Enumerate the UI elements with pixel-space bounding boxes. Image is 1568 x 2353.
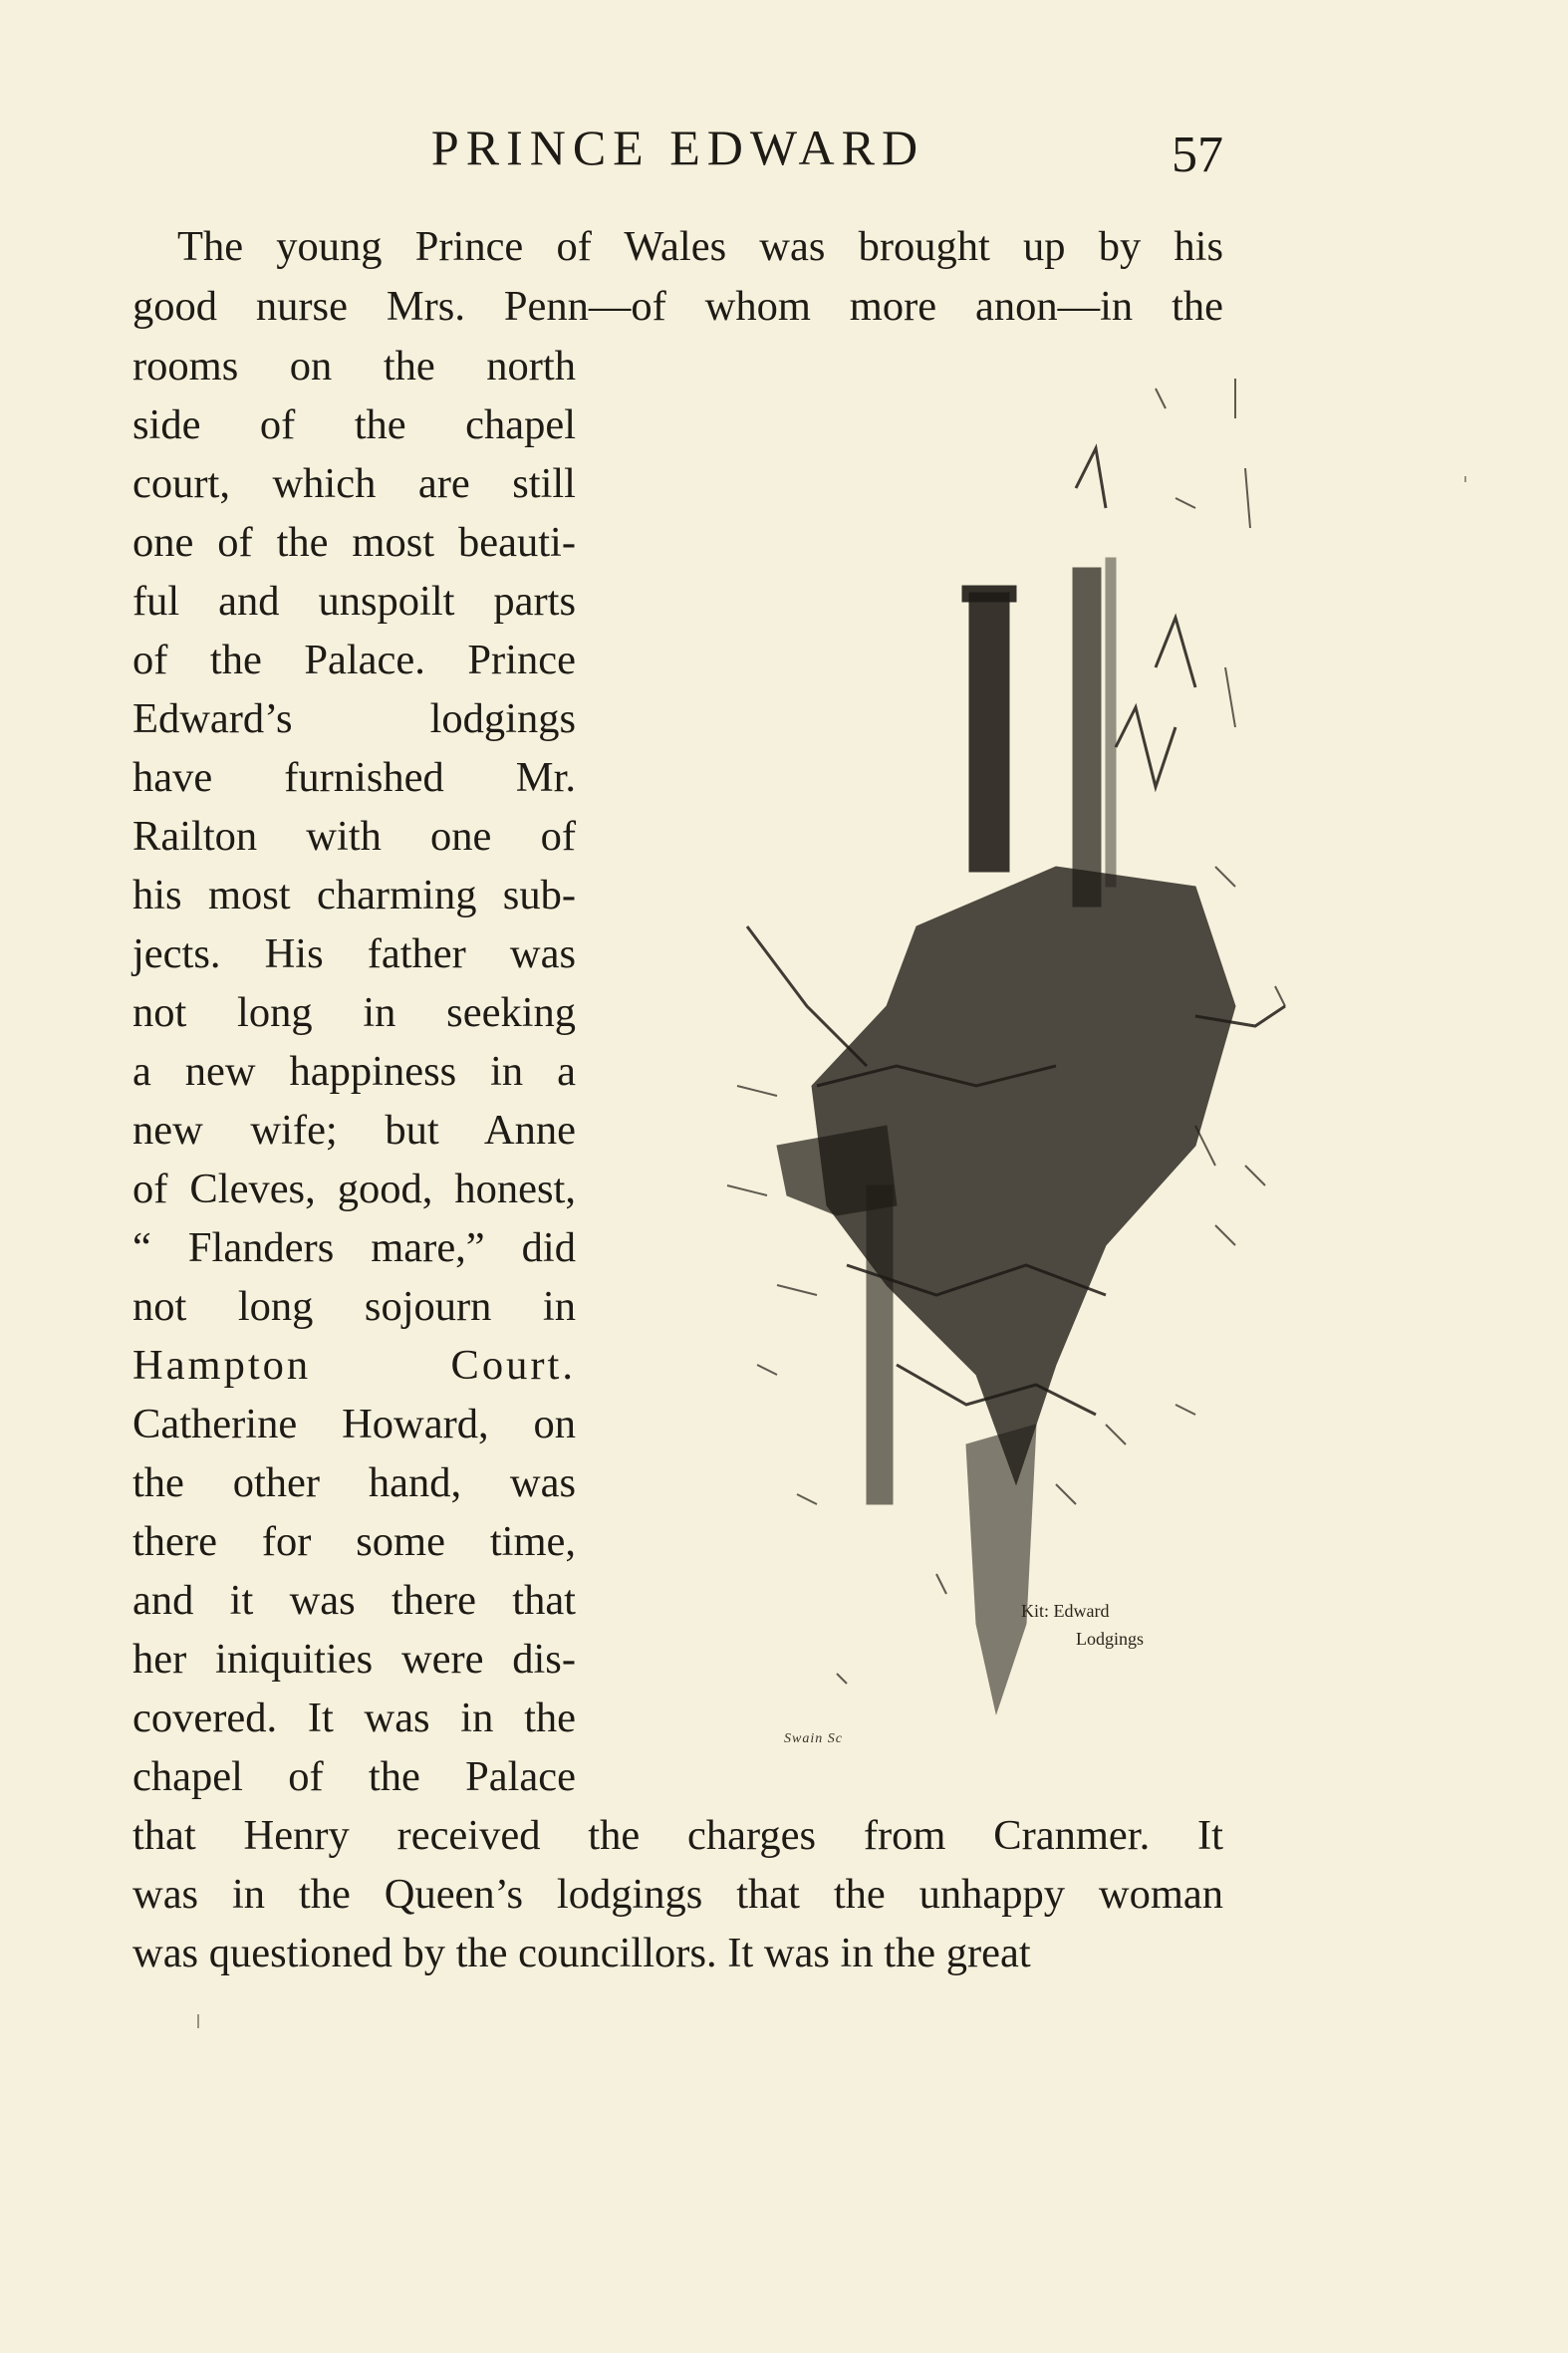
text-line: Edward’s lodgings [132,695,576,742]
text-line: not long sojourn in [132,1283,576,1330]
text-line: her iniquities were dis- [132,1636,576,1683]
text-line: Hampton Court. [132,1342,576,1389]
text-line: his most charming sub- [132,872,576,918]
text-line: was questioned by the councillors. It was in the great [132,1930,1031,1976]
text-line: one of the most beauti- [132,519,576,566]
engraving-prince-edwards-lodgings [638,369,1325,1763]
text-line: the other hand, was [132,1459,576,1506]
text-line: Catherine Howard, on [132,1401,576,1447]
text-line: new wife; but Anne [132,1107,576,1154]
text-line: jects. His father was [132,930,576,977]
text-line: side of the chapel [132,401,576,448]
text-line: covered. It was in the [132,1695,576,1741]
engraving-drawing [638,369,1325,1763]
text-line: The young Prince of Wales was brought up by his [177,223,1223,270]
paper-blemish [197,2014,199,2028]
text-line: have furnished Mr. [132,754,576,801]
text-line: Railton with one of [132,813,576,860]
text-line: of the Palace. Prince [132,637,576,683]
engraver-signature: Swain Sc [784,1731,843,1746]
illustration-label: Lodgings [1076,1629,1145,1649]
text-line: chapel of the Palace [132,1753,576,1800]
text-line: that Henry received the charges from Cranmer. It [132,1812,1223,1859]
text-line: and it was there that [132,1577,576,1624]
running-title: PRINCE EDWARD [430,120,925,175]
text-line: there for some time, [132,1518,576,1565]
running-head [132,118,1223,183]
text-line: “ Flanders mare,” did [132,1224,576,1271]
text-line: ful and unspoilt parts [132,578,576,625]
page-number: 57 [1172,127,1223,183]
paper-blemish [1464,476,1466,482]
text-line: of Cleves, good, honest, [132,1166,576,1212]
text-line: was in the Queen’s lodgings that the unhappy woman [132,1871,1223,1918]
text-line: not long in seeking [132,989,576,1036]
text-line: rooms on the north [132,343,576,390]
text-line: good nurse Mrs. Penn—of whom more anon—in the [132,283,1223,330]
text-line: court, which are still [132,460,576,507]
illustration-label: Kit: Edward [1021,1601,1110,1621]
text-line: a new happiness in a [132,1048,576,1095]
